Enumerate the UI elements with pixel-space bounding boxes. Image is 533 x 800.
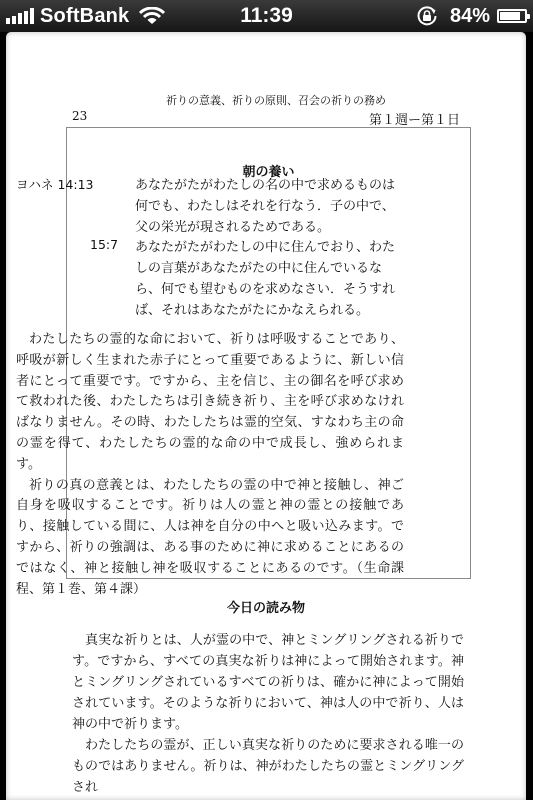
page-number: 23 <box>72 109 88 123</box>
status-right <box>416 5 527 27</box>
week-day-label: 第１週ー第１日 <box>368 113 460 128</box>
verse-block <box>16 175 411 245</box>
morning-title: 朝の養い <box>242 165 295 180</box>
reading-title: 今日の読み物 <box>226 601 305 616</box>
reading-body <box>72 630 464 798</box>
morning-body <box>16 330 404 600</box>
body-paragraph: 真実な祈りとは、人が霊の中で、神とミングリングされる祈りです。ですから、すべての真実な祈りは神によって開始されます。神とミングリングされているすべての祈りは、確かに神によって開始されています。そのような祈りにおいて、神は人の中で祈り、人は神の中で祈ります。 <box>72 633 464 732</box>
status-bar <box>0 0 533 32</box>
body-paragraph: わたしたちの霊的な命において、祈りは呼吸することであり、呼吸が新しく生まれた赤子にとって重要であるように、新しい信者にとって重要です。ですから、主を信じ、主の御名を呼び求めて救われた後、わたしたちは引き続き祈り、主を呼び求めなければなりません。その時、わたしたちは霊的空気、すなわち主の命の霊を得て、わたしたちの霊的な命の中で成長し、強められます。 <box>16 332 404 472</box>
body-paragraph: わたしたちの霊が、正しい真実な祈りのために要求される唯一のものではありません。祈りは、神がわたしたちの霊とミングリングされ <box>72 738 464 795</box>
battery-icon <box>497 9 527 23</box>
battery-level-fill <box>500 12 520 20</box>
verse-block <box>16 237 411 327</box>
verse-text: あなたがたがわたしの中に住んでおり、わたしの言葉があなたがたの中に住んでいるなら、何でも望むものを求めなさい．そうすれば、それはあなたがたにかなえられる。 <box>135 240 396 318</box>
battery-percent: 84% <box>449 4 490 27</box>
body-paragraph: 祈りの真の意義とは、わたしたちの霊の中で神と接触し、神ご自身を吸収することです。祈りは人の霊と神の霊との接触であり、接触している間に、人は神を自分の中へと吸い込みます。ですから、祈りの強調は、ある事のために神に求めることにあるのではなく、神と接触し神を吸収することにあるのです。（生命課程、第１巻、第４課） <box>16 477 404 597</box>
book-page[interactable] <box>6 32 526 800</box>
verse-reference: ヨハネ 14:13 <box>16 177 94 192</box>
clock: 11:39 <box>240 4 293 27</box>
verse-text: あなたがたがわたしの名の中で求めるものは何でも、わたしはそれを行なう．子の中で、父の栄光が現されるためである。 <box>135 178 396 235</box>
running-head: 祈りの意義、祈りの原則、召会の祈りの務め <box>166 94 386 107</box>
verse-reference: 15:7 <box>90 237 119 252</box>
rotation-lock-icon <box>416 5 438 27</box>
carrier-name: SoftBank <box>40 4 130 27</box>
